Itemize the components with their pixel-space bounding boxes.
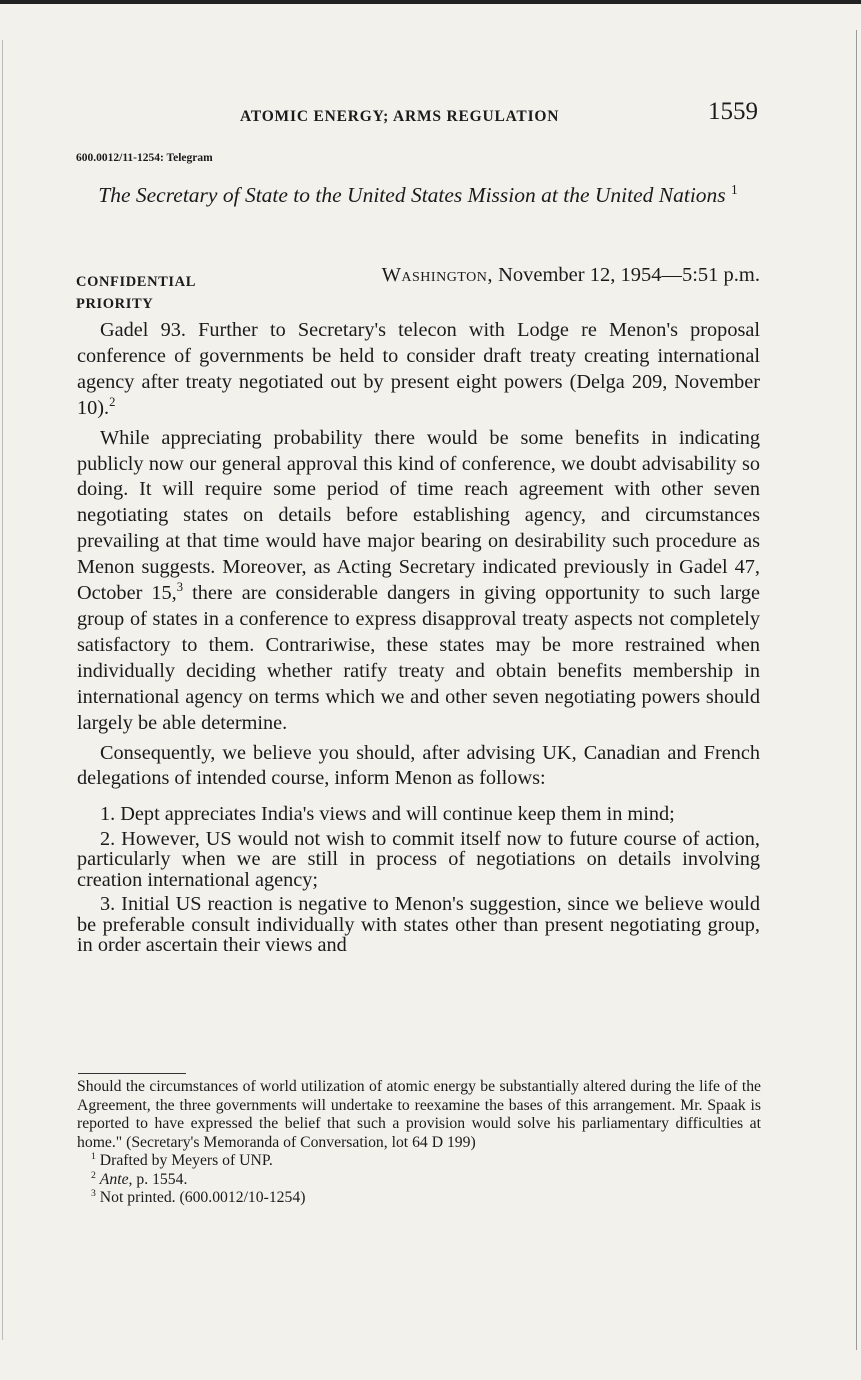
body-paragraph bbox=[77, 318, 760, 422]
footnote-mark: 3 bbox=[91, 1187, 96, 1199]
footnote-ref: 1 bbox=[731, 181, 738, 197]
document-title-text: The Secretary of State to the United States Mission at the United Nations bbox=[98, 183, 726, 207]
footnote-text: Drafted by Meyers of UNP. bbox=[95, 1152, 273, 1169]
scan-right-edge bbox=[856, 30, 857, 1350]
footnote-text-italic: Ante, bbox=[99, 1170, 133, 1188]
footnote-mark: 2 bbox=[91, 1169, 96, 1181]
dateline-date: November 12, 1954—5:51 p.m. bbox=[498, 264, 760, 286]
paragraph-text: there are considerable dangers in giving opportunity to such large group of states in a conference to express disapproval treaty aspects not completely satisfactory to them. Contrariwise, these states may be more restrained when individually deciding whether ratify treaty and obtain benefits membership in international agency on terms which we and other seven negotiating powers should largely be able determine. bbox=[77, 582, 760, 734]
footnote-text: Not printed. (600.0012/10-1254) bbox=[95, 1189, 306, 1206]
footnote-divider bbox=[78, 1073, 186, 1074]
dateline bbox=[382, 264, 760, 287]
telegram-body bbox=[77, 318, 760, 956]
scan-top-edge bbox=[0, 0, 861, 4]
dateline-place: Washington, bbox=[381, 264, 493, 286]
footnote-1 bbox=[77, 1152, 761, 1171]
footnotes bbox=[77, 1078, 761, 1208]
classification-label: CONFIDENTIAL bbox=[76, 274, 196, 290]
list-item: 3. Initial US reaction is negative to Menon's suggestion, since we believe would be preferable consult individually with states other than present negotiating group, in order ascertain their views and bbox=[77, 893, 760, 957]
page-number: 1559 bbox=[708, 98, 758, 125]
footnote-ref: 3 bbox=[176, 580, 184, 595]
scan-left-edge bbox=[2, 40, 3, 1340]
paragraph-text: Gadel 93. Further to Secretary's telecon with Lodge re Menon's proposal conference of governments be held to consider draft treaty creating international agency after treaty negotiated out by present eight powers (Delga 209, November 10). bbox=[77, 319, 760, 419]
footnote-continuation: Should the circumstances of world utilization of atomic energy be substantially altered during the life of the Agreement, the three governments will undertake to reexamine the bases of this arrangement. Mr. Spaak is reported to have expressed the belief that such a provision would solve his parliamentary difficulties at home." (Secretary's Memoranda of Conversation, lot 64 D 199) bbox=[77, 1078, 761, 1151]
footnote-3 bbox=[77, 1189, 761, 1208]
classification-block bbox=[76, 271, 196, 315]
footnote-ref: 2 bbox=[109, 394, 116, 409]
paragraph-text: While appreciating probability there would be some benefits in indicating publicly now our general approval this kind of conference, we doubt advisability so doing. It will require some period of time reach agreement with other seven negotiating states on details before establishing agency, and circumstances prevailing at that time would have major bearing on desirability such procedure as Menon suggests. Moreover, as Acting Secretary indicated previously in Gadel 47, October 15, bbox=[77, 426, 760, 605]
footnote-mark: 1 bbox=[91, 1150, 96, 1162]
file-reference: 600.0012/11-1254: Telegram bbox=[76, 152, 213, 164]
list-item: 1. Dept appreciates India's views and will continue keep them in mind; bbox=[100, 803, 675, 826]
body-paragraph bbox=[77, 426, 760, 737]
running-head: ATOMIC ENERGY; ARMS REGULATION bbox=[240, 108, 560, 125]
document-title bbox=[76, 182, 760, 209]
precedence-label: PRIORITY bbox=[76, 296, 154, 312]
footnote-text: p. 1554. bbox=[132, 1170, 188, 1188]
list-item: 2. However, US would not wish to commit itself now to future course of action, particularly when we are still in process of negotiations on details involving creation international agency; bbox=[77, 827, 760, 891]
body-paragraph: Consequently, we believe you should, after advising UK, Canadian and French delegations of intended course, inform Menon as follows: bbox=[77, 741, 760, 790]
footnote-2 bbox=[77, 1171, 761, 1190]
